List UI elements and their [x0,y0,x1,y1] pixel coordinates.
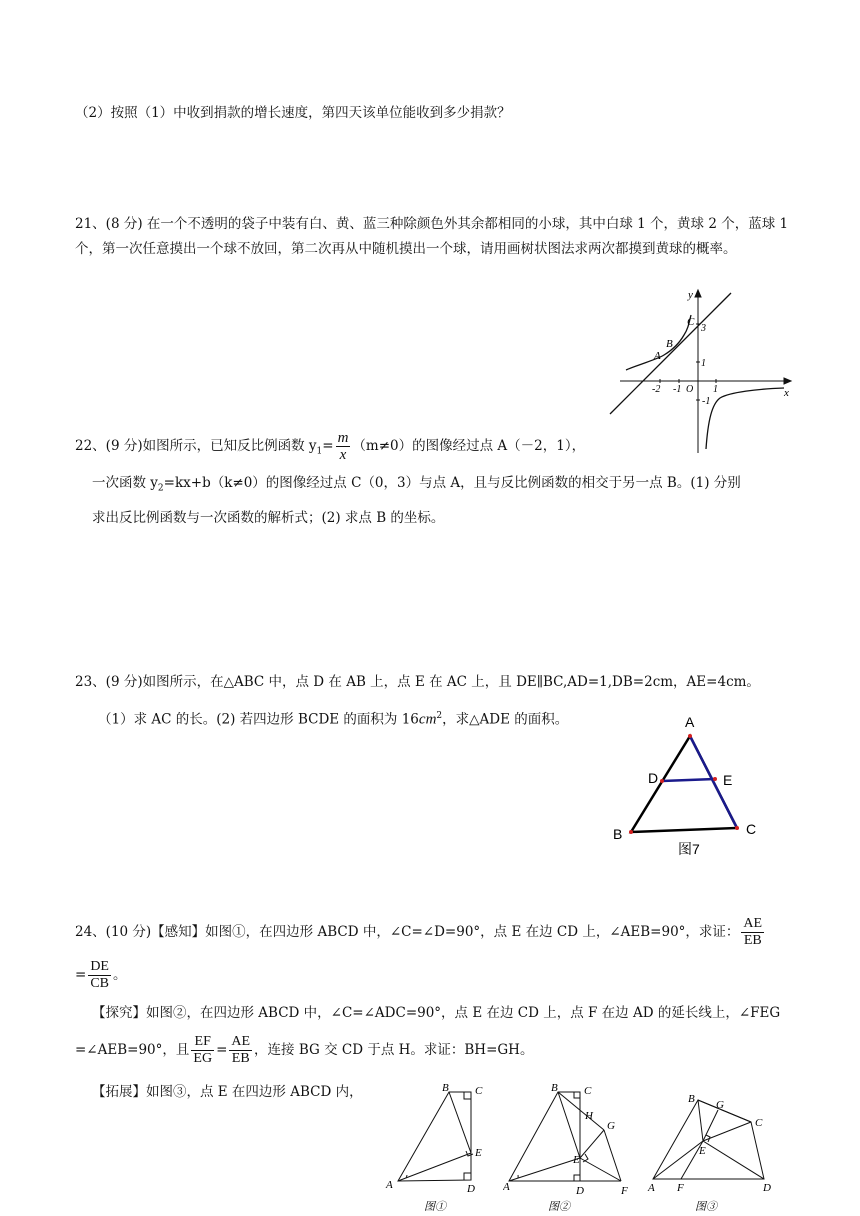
q24-explore-b2: ，连接 BG 交 CD 于点 H。求证：BH=GH。 [254,1042,534,1058]
q23-line2-b: ，求△ADE 的面积。 [442,711,569,728]
point-d [660,779,664,783]
label-b: B [613,826,623,842]
q22-frac-num: m [337,430,349,446]
fig2-caption: 图② [548,1201,570,1213]
point-a-label: A [654,350,661,362]
q22-prefix: 22、(9 分)如图所示，已知反比例函数 y [75,438,317,454]
right-angle-c-2 [574,1092,580,1098]
segment-be-1 [449,1092,471,1153]
q20-part2: （2）按照（1）中收到捐款的增长速度，第四天该单位能收到多少捐款？ [75,105,511,121]
segment-ed-3 [703,1141,764,1179]
q23-line2-a: （1）求 AC 的长。(2) 若四边形 BCDE 的面积为 16 [98,711,419,728]
right-angle-c-1 [464,1092,471,1099]
y-axis-arrow [695,290,701,297]
segment-bc-3 [698,1100,751,1122]
quadrilateral-abcd-2 [509,1092,580,1181]
fig1-label-b: B [442,1082,449,1094]
tick-neg1-y: -1 [702,396,711,407]
q22-line2-a: 一次函数 y [92,475,158,491]
segment-be-2 [558,1092,580,1158]
fig1-label-d: D [467,1183,475,1195]
fig1-label-a: A [386,1179,393,1191]
tick-1-x: 1 [713,384,718,395]
q22-eq: = [322,438,334,454]
q24-explore-a: 【探究】如图②，在四边形 ABCD 中，∠C=∠ADC=90°，点 E 在边 CD 上，点 F 在边 AD 的延长线上，∠FEG [92,1005,781,1021]
tick-3: 3 [701,323,706,334]
q22-frac-den: x [339,447,347,463]
q22-line2 [92,473,741,499]
q24-line2 [75,955,127,995]
q24-frac-ae-eb [741,916,764,949]
fig2-label-d: D [576,1185,584,1197]
q22-line3: 求出反比例函数与一次函数的解析式；(2) 求点 B 的坐标。 [92,510,445,526]
q24-line1 [75,912,766,952]
tick-1-y: 1 [701,358,706,369]
q24-extend: 【拓展】如图③，点 E 在四边形 ABCD 内， [92,1084,363,1100]
triangle-abc [631,736,737,832]
figure-2 [503,1080,633,1214]
figure-1 [380,1080,490,1214]
segment-ec-3 [703,1122,751,1141]
right-angle-e-2 [583,1154,588,1162]
q22-line2-b: =kx+b（k≠0）的图像经过点 C（0，3）与点 A，且与反比例函数的相交于另一点 B。(1) 分别 [163,475,741,491]
fig2-label-f: F [621,1185,628,1197]
q24-explore-b [75,1030,533,1070]
fig2-label-a: A [503,1181,510,1193]
fig2-label-h: H [585,1110,593,1122]
quadrilateral-abcd-1 [398,1092,471,1181]
tick-neg1: -1 [673,384,682,395]
q22-sub2: 2 [157,483,164,494]
segment-eg-2 [580,1130,604,1158]
q24-explore-b1: =∠AEB=90°，且 [75,1042,190,1058]
label-c: C [746,821,757,837]
point-a [688,734,692,738]
q22-sub1: 1 [316,446,323,457]
right-angle-d-2 [574,1175,580,1181]
q24-f2-den: CB [90,976,109,991]
fig3-label-d: D [763,1182,771,1194]
origin-label: O [686,384,694,395]
q24-f3-num: EF [191,1034,214,1051]
fig1-label-c: C [475,1085,483,1097]
q24-f3-den: EG [193,1051,213,1066]
fig3-label-g: G [716,1099,724,1111]
linear-function-line [610,293,731,414]
figure-7-caption: 图7 [678,841,700,857]
x-axis-arrow [784,378,791,384]
q24-line1-a: 24、(10 分)【感知】如图①，在四边形 ABCD 中，∠C=∠D=90°，点 E 在边 CD 上，∠AEB=90°，求证： [75,924,740,940]
point-c-label: C [687,316,695,328]
segment-ae-3 [653,1141,703,1179]
q22-line1 [75,430,585,467]
q24-f2-num: DE [88,959,111,976]
fig2-label-g: G [607,1120,615,1132]
segment-ae-1 [398,1153,471,1181]
fig3-caption: 图③ [695,1201,717,1213]
label-d: D [648,770,659,786]
point-b [629,830,633,834]
point-e [713,777,717,781]
fig3-label-b: B [688,1093,695,1105]
segment-bg-2 [558,1092,604,1130]
fig3-label-a: A [648,1182,655,1194]
q24-f4-num: AE [231,1034,251,1049]
fig2-label-b: B [551,1082,558,1094]
segment-de [662,779,715,781]
q23-unit: cm [418,711,437,728]
figure-3 [643,1080,783,1214]
point-b-label: B [666,338,673,350]
fig3-label-e: E [699,1145,706,1157]
q22-fraction [336,430,351,463]
x-axis-label: x [784,387,789,399]
q24-f1-num: AE [743,916,763,931]
q22-after-frac: （m≠0）的图像经过点 A（－2，1）， [352,438,586,454]
fig1-label-e: E [475,1147,482,1159]
q24-f4-den: EB [231,1051,250,1066]
fig1-caption: 图① [424,1201,446,1213]
segment-be-3 [698,1100,703,1141]
fig2-label-c: C [584,1085,592,1097]
q24-f1-den: EB [743,933,762,948]
right-angle-d-1 [464,1173,471,1180]
q23-line2 [98,706,568,730]
fig2-label-e: E [573,1154,580,1166]
tick-neg2: -2 [652,384,661,395]
q24-frac-de-cb [88,959,111,992]
point-c [735,826,739,830]
q24-line2-end: 。 [113,967,127,983]
q24-frac-ef-eg [191,1034,214,1067]
q24-explore-b-eq: = [216,1042,228,1058]
q23-line1: 23、(9 分)如图所示，在△ABC 中，点 D 在 AB 上，点 E 在 AC 上，且 DE∥BC,AD=1,DB=2cm，AE=4cm。 [75,674,760,690]
q23-unit-sup: 2 [436,711,443,721]
q21-text: 21、(8 分) 在一个不透明的袋子中装有白、黄、蓝三种除颜色外其余都相同的小球，其中白球 1 个，黄球 2 个，蓝球 1 个，第一次任意摸出一个球不放回，第二次再从中随机摸出一个球，请用画树状图法求两次都摸到黄球的概率。 [75,216,789,257]
label-e: E [723,772,733,788]
q24-line2-eq: = [75,967,87,983]
label-a: A [685,714,695,730]
triangle-figure-7 [608,710,768,858]
q24-frac-ae-eb-2 [229,1034,252,1067]
fig3-label-c: C [755,1117,763,1129]
q22-graph [608,285,798,455]
y-axis-label: y [688,289,693,301]
hyperbola-branch-right [706,388,784,449]
fig3-label-f: F [677,1182,684,1194]
